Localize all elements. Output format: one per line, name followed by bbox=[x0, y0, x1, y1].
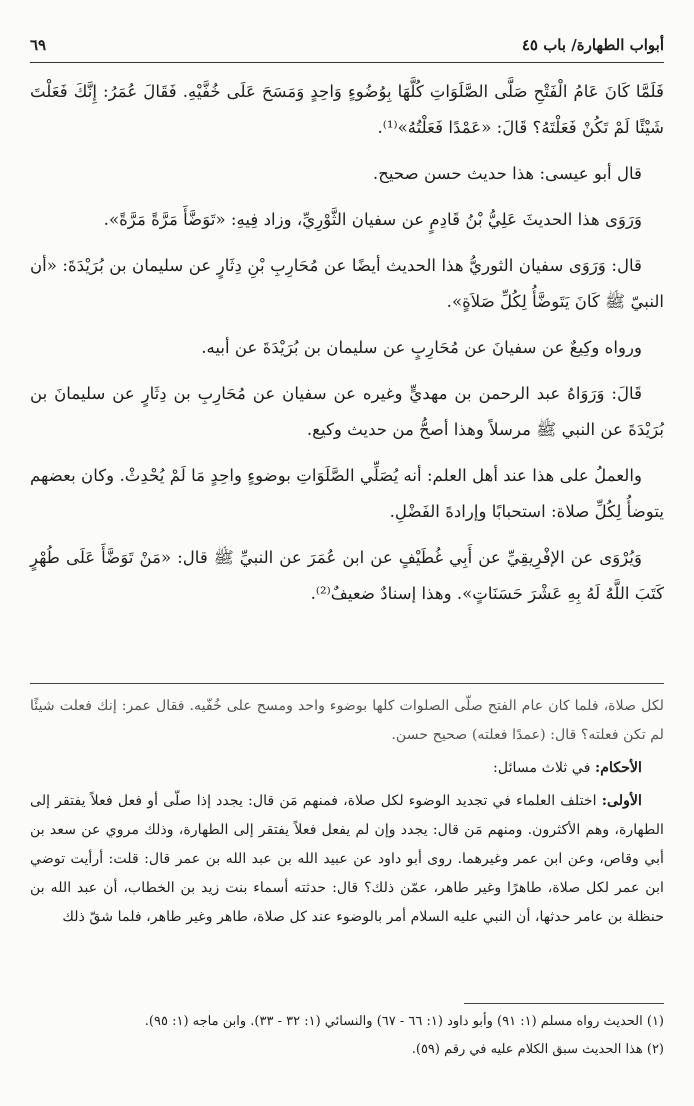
header-rule bbox=[30, 62, 664, 63]
main-text bbox=[30, 74, 664, 622]
first-issue-text: اختلف العلماء في تجديد الوضوء لكل صلاة، فمنهم مَن قال: يجدد إذا صلّى أو فعل فعلاً يفتقر إلى الطهارة، وهم الأكثرون. ومنهم مَن قال: يجدد وإن لم يفعل فعلاً يفتقر إلى الطهارة، وذلك مروي عن سعد بن أبي وقاص، وعن ابن عمر وغيرهما. روى أبو داود عن عبيد الله بن عبد الله بن عمر قال: قلت: أرأيت توضي ابن عمر لكل صلاة، طاهرًا وغير طاهر، عمّن ذلك؟ قال: حدثته أسماء بنت زيد بن الخطاب، أن عبد الله بن حنظلة بن عامر حدثها، أن النبي عليه السلام أمر بالوضوء عند كل صلاة، طاهر وغير طاهر، فلما شقّ ذلك bbox=[30, 793, 664, 925]
commentary-summary: لكل صلاة، فلما كان عام الفتح صلّى الصلوات كلها بوضوء واحد ومسح على خُفّيه. فقال عمر: إنك فعلت شيئًا لم تكن فعلته؟ قال: (عمدًا فعلته) صحيح حسن. bbox=[30, 698, 664, 743]
page-header bbox=[30, 36, 664, 62]
footnotes bbox=[30, 1010, 664, 1066]
commentary-separator bbox=[30, 683, 664, 684]
footnote-1: (١) الحديث رواه مسلم (١: ٩١) وأبو داود (١: ٦٦ - ٦٧) والنسائي (١: ٣٢ - ٣٣). وابن ماجه (١: ٩٥). bbox=[144, 1014, 664, 1029]
narration-sufyan-thawri: قال: وَرَوَى سفيان الثوريُّ هذا الحديث أيضًا عن مُحَارِبِ بْنِ دِثَارٍ عن سليمان بن بُرَيْدَةَ: «أن النبيّ ﷺ كَانَ يَتَوضَّأُ لِكُلِّ صَلاَةٍ». bbox=[30, 256, 664, 311]
narration-waki: ورواه وكِيعٌ عن سفيانَ عن مُحَارِبٍ عن سليمان بن بُرَيْدَةَ عن أبيه. bbox=[201, 338, 642, 357]
first-issue bbox=[30, 787, 664, 932]
narration-abdulrahman-mahdi: قَالَ: وَرَوَاهُ عبد الرحمن بن مهديٍّ وغيره عن سفيان عن مُحَارِبِ بن دِثَارٍ عن سليمانَ بن بُرَيْدَةَ عن النبي ﷺ مرسلاً وهذا أصحُّ من حديث وكيع. bbox=[30, 384, 664, 439]
hadith-ending-paragraph: فَلَمَّا كَانَ عَامُ الْفَتْحِ صَلَّى الصَّلَوَاتِ كُلَّهَا بِوُضُوءٍ وَاحِدٍ وَمَسَحَ عَلَى خُفَّيْهِ. فَقَالَ عُمَرُ: إِنَّكَ فَعَلْتَ شَيْئًا لَمْ تَكُنْ فَعَلْتَهُ؟ قَالَ: «عَمْدًا فَعَلْتُهُ»⁽¹⁾. bbox=[30, 82, 664, 137]
page-number: ٦٩ bbox=[30, 36, 47, 54]
footnote-rule bbox=[464, 1003, 664, 1004]
footnote-2: (٢) هذا الحديث سبق الكلام عليه في رقم (٥٩). bbox=[411, 1042, 664, 1057]
ahkam-label: الأحكام: bbox=[595, 760, 642, 776]
commentary-section bbox=[30, 692, 664, 936]
ahkam-line bbox=[30, 754, 664, 783]
first-issue-label: الأولى: bbox=[601, 793, 642, 809]
scholars-practice: والعملُ على هذا عند أهل العلم: أنه يُصَلِّي الصَّلَوَاتِ بوضوءٍ واحِدٍ مَا لَمْ يُحْدِثْ. وكان بعضهم يتوضأُ لِكُلِّ صلاة: استحبابًا وإرادةَ الفَضْلِ. bbox=[30, 466, 664, 521]
narration-ifriqi: وَيُرْوَى عن الإفْرِيقِيِّ عن أَبِي غُطَيْفٍ عن ابن عُمَرَ عن النبيِّ ﷺ قال: «مَنْ تَوَضَّأَ عَلَى طُهْرٍ كَتَبَ اللَّهُ لَهُ بِهِ عَشْرَ حَسَنَاتٍ». وهذا إسنادٌ ضعيفٌ⁽²⁾. bbox=[30, 548, 664, 603]
running-title: أبواب الطهارة/ باب ٤٥ bbox=[521, 36, 664, 54]
narration-ali-bin-qadim: وَرَوَى هذا الحديثَ عَلِيُّ بْنُ قَادِمٍ عن سفيان الثَّوْرِيِّ، وزاد فِيهِ: «تَوَضَّأَ مَرَّةً مَرَّةً». bbox=[103, 210, 642, 229]
abu-isa-grading: قال أبو عيسى: هذا حديث حسن صحيح. bbox=[372, 164, 642, 183]
ahkam-text: في ثلاث مسائل: bbox=[493, 760, 591, 776]
